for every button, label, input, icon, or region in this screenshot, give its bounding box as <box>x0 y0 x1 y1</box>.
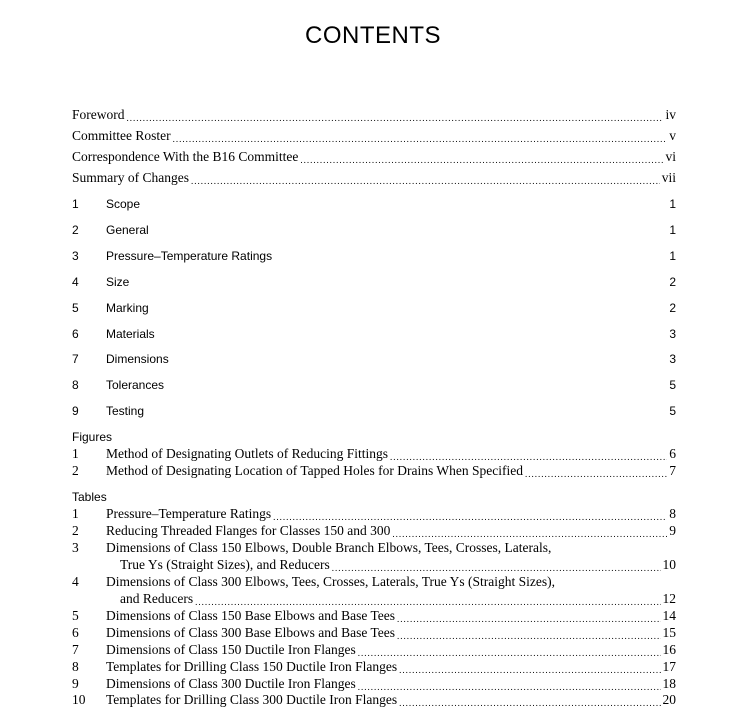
leader-dots <box>399 659 660 673</box>
entry-page: 10 <box>662 557 676 572</box>
entry-label: Testing <box>106 404 145 418</box>
toc-entry-committee-roster[interactable] <box>72 128 676 144</box>
toc-entry-table[interactable] <box>72 608 676 624</box>
leader-dots <box>274 249 667 261</box>
toc-entry-table[interactable] <box>72 574 676 590</box>
entry-page: 6 <box>669 446 676 461</box>
leader-dots <box>195 591 660 605</box>
tables-heading: Tables <box>72 490 107 504</box>
entry-number: 2 <box>72 523 79 538</box>
entry-page: 2 <box>669 275 676 289</box>
entry-number: 4 <box>72 275 79 289</box>
entry-page: 5 <box>669 378 676 392</box>
entry-number: 9 <box>72 404 79 418</box>
leader-dots <box>358 676 661 690</box>
toc-entry-table[interactable] <box>72 540 676 556</box>
entry-label: Foreword <box>72 107 125 122</box>
entry-label: Templates for Drilling Class 300 Ductile Iron Flanges <box>106 692 398 707</box>
entry-number: 5 <box>72 301 79 315</box>
leader-dots <box>358 642 661 656</box>
toc-entry-table[interactable] <box>72 625 676 641</box>
entry-label: Committee Roster <box>72 128 171 143</box>
table-of-contents <box>72 0 676 708</box>
entry-number: 4 <box>72 574 79 589</box>
toc-entry-section[interactable] <box>72 352 676 366</box>
entry-label: Scope <box>106 197 141 211</box>
entry-page: 12 <box>662 591 676 606</box>
entry-label: Marking <box>106 301 149 315</box>
toc-entry-foreword[interactable] <box>72 107 676 123</box>
toc-entry-summary-of-changes[interactable] <box>72 170 676 186</box>
leader-dots <box>191 170 660 184</box>
entry-page: 3 <box>669 327 676 341</box>
entry-number: 8 <box>72 659 79 674</box>
toc-entry-section[interactable] <box>72 275 676 289</box>
entry-number: 10 <box>72 692 86 707</box>
entry-label-continued: True Ys (Straight Sizes), and Reducers <box>120 557 330 572</box>
entry-label: Dimensions of Class 300 Elbows, Tees, Crosses, Laterals, True Ys (Straight Sizes), <box>106 574 556 589</box>
entry-page: 16 <box>662 642 676 657</box>
entry-page: 7 <box>669 463 676 478</box>
entry-label: Correspondence With the B16 Committee <box>72 149 299 164</box>
entry-label: Dimensions of Class 300 Base Elbows and Base Tees <box>106 625 396 640</box>
entry-page: vii <box>661 170 676 185</box>
entry-label: Size <box>106 275 130 289</box>
toc-entry-section[interactable] <box>72 404 676 418</box>
toc-entry-section[interactable] <box>72 197 676 211</box>
entry-number: 1 <box>72 506 79 521</box>
leader-dots <box>392 523 667 537</box>
entry-page: 1 <box>669 223 676 237</box>
entry-label: Tolerances <box>106 378 165 392</box>
toc-entry-section[interactable] <box>72 249 676 263</box>
entry-number: 1 <box>72 446 79 461</box>
entry-page: 17 <box>662 659 676 674</box>
figures-heading: Figures <box>72 430 113 444</box>
leader-dots <box>166 378 667 390</box>
leader-dots <box>146 404 667 416</box>
entry-label: Dimensions of Class 300 Ductile Iron Flanges <box>106 676 356 691</box>
entry-label: Pressure–Temperature Ratings <box>106 506 272 521</box>
toc-entry-table[interactable] <box>72 506 676 522</box>
entry-page: v <box>669 128 676 143</box>
entry-page: 2 <box>669 301 676 315</box>
entry-number: 7 <box>72 642 79 657</box>
toc-entry-table[interactable] <box>72 523 676 539</box>
leader-dots <box>127 107 664 121</box>
toc-entry-section[interactable] <box>72 378 676 392</box>
leader-dots <box>171 352 668 364</box>
toc-entry-table[interactable] <box>72 642 676 658</box>
entry-page: 1 <box>669 197 676 211</box>
entry-label: Method of Designating Outlets of Reducing Fittings <box>106 446 388 461</box>
entry-page: iv <box>665 107 676 122</box>
entry-number: 8 <box>72 378 79 392</box>
entry-number: 9 <box>72 676 79 691</box>
toc-entry-table[interactable] <box>72 692 676 708</box>
entry-label: Materials <box>106 327 155 341</box>
entry-number: 6 <box>72 625 79 640</box>
leader-dots <box>397 608 660 622</box>
toc-entry-correspondence[interactable] <box>72 149 676 165</box>
entry-label: Summary of Changes <box>72 170 189 185</box>
leader-dots <box>390 446 667 460</box>
entry-number: 7 <box>72 352 79 366</box>
toc-entry-section[interactable] <box>72 223 676 237</box>
page-title: CONTENTS <box>305 22 441 49</box>
toc-entry-figure[interactable] <box>72 463 676 479</box>
toc-entry-table[interactable] <box>72 659 676 675</box>
leader-dots <box>525 463 667 477</box>
leader-dots <box>397 625 660 639</box>
leader-dots <box>151 223 668 235</box>
entry-label: Method of Designating Location of Tapped Holes for Drains When Specified <box>106 463 523 478</box>
entry-page: 5 <box>669 404 676 418</box>
entry-page: 14 <box>662 608 676 623</box>
entry-page: 8 <box>669 506 676 521</box>
entry-number: 3 <box>72 540 79 555</box>
entry-page: 15 <box>662 625 676 640</box>
entry-label: Reducing Threaded Flanges for Classes 150 and 300 <box>106 523 391 538</box>
leader-dots <box>173 128 668 142</box>
entry-page: vi <box>665 149 676 164</box>
entry-number: 1 <box>72 197 79 211</box>
entry-number: 5 <box>72 608 79 623</box>
entry-label: Dimensions of Class 150 Elbows, Double Branch Elbows, Tees, Crosses, Laterals, <box>106 540 552 555</box>
entry-number: 2 <box>72 463 79 478</box>
entry-page: 9 <box>669 523 676 538</box>
leader-dots <box>273 506 667 520</box>
entry-label: General <box>106 223 149 237</box>
entry-label: Dimensions of Class 150 Ductile Iron Flanges <box>106 642 356 657</box>
entry-label: Pressure–Temperature Ratings <box>106 249 273 263</box>
leader-dots <box>157 327 668 339</box>
entry-number: 3 <box>72 249 79 263</box>
leader-dots <box>131 275 667 287</box>
entry-label: Dimensions <box>106 352 169 366</box>
entry-label: Dimensions of Class 150 Base Elbows and Base Tees <box>106 608 396 623</box>
entry-page: 20 <box>662 692 676 707</box>
toc-entry-section[interactable] <box>72 327 676 341</box>
leader-dots <box>142 197 667 209</box>
entry-label-continued: and Reducers <box>120 591 194 606</box>
toc-entry-figure[interactable] <box>72 446 676 462</box>
leader-dots <box>300 149 663 163</box>
entry-page: 18 <box>662 676 676 691</box>
toc-entry-table-continuation[interactable] <box>106 591 676 607</box>
entry-page: 3 <box>669 352 676 366</box>
toc-entry-table-continuation[interactable] <box>106 557 676 573</box>
entry-number: 6 <box>72 327 79 341</box>
toc-entry-table[interactable] <box>72 676 676 692</box>
leader-dots <box>151 301 668 313</box>
leader-dots <box>399 692 660 706</box>
entry-label: Templates for Drilling Class 150 Ductile Iron Flanges <box>106 659 398 674</box>
entry-page: 1 <box>669 249 676 263</box>
toc-entry-section[interactable] <box>72 301 676 315</box>
leader-dots <box>332 557 661 571</box>
entry-number: 2 <box>72 223 79 237</box>
